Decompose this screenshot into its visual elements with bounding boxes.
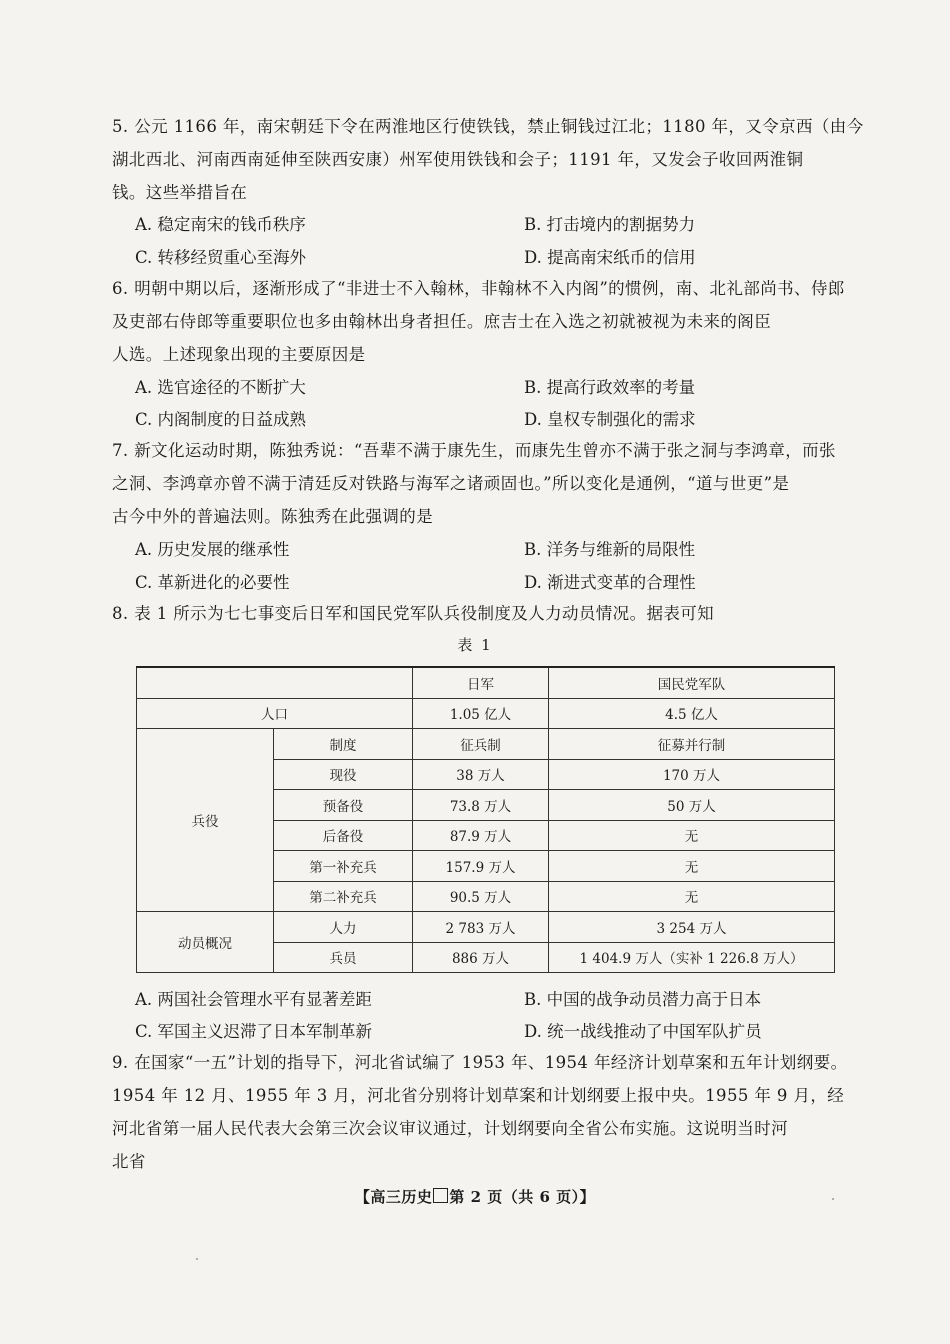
- question-7-stem: [112, 434, 842, 533]
- question-5-stem: [112, 110, 864, 209]
- question-8-stem: [112, 597, 842, 630]
- row-label: 人口: [137, 698, 413, 729]
- cell-japan: 2 783 万人: [413, 912, 549, 943]
- table-row-population: [137, 698, 835, 729]
- stem-line: 6. 明朝中期以后，逐渐形成了“非进士不入翰林，非翰林不入内阁”的惯例，南、北礼部尚书、侍郎: [112, 279, 845, 298]
- stem-line: 8. 表 1 所示为七七事变后日军和国民党军队兵役制度及人力动员情况。据表可知: [112, 604, 715, 623]
- cell-japan: 1.05 亿人: [413, 698, 549, 729]
- row-label: 兵员: [274, 942, 413, 973]
- q8-option-c: C. 军国主义迟滞了日本军制革新: [135, 1022, 373, 1041]
- cell-kmt: 无: [549, 881, 835, 912]
- column-header-japan: 日军: [413, 667, 549, 698]
- cell-japan: 157.9 万人: [413, 851, 549, 882]
- q8-option-d: D. 统一战线推动了中国军队扩员: [524, 1022, 762, 1041]
- cell-kmt: 3 254 万人: [549, 912, 835, 943]
- page-footer: [0, 1186, 950, 1207]
- cell-kmt: 170 万人: [549, 759, 835, 790]
- stem-line: 古今中外的普遍法则。陈独秀在此强调的是: [112, 507, 434, 526]
- table-caption: 表 1: [457, 636, 493, 654]
- q8-option-b: B. 中国的战争动员潜力高于日本: [524, 990, 762, 1009]
- row-label: 制度: [274, 729, 413, 760]
- stem-line: 河北省第一届人民代表大会第三次会议审议通过，计划纲要向全省公布实施。这说明当时河: [112, 1119, 788, 1138]
- q6-option-c: C. 内阁制度的日益成熟: [135, 410, 307, 429]
- stem-line: 人选。上述现象出现的主要原因是: [112, 345, 366, 364]
- q5-option-c: C. 转移经贸重心至海外: [135, 248, 307, 267]
- data-table: [136, 666, 835, 973]
- stem-line: 北省: [112, 1152, 146, 1171]
- stem-line: 钱。这些举措旨在: [112, 183, 248, 202]
- cell-kmt: 无: [549, 820, 835, 851]
- scan-speck: [832, 1198, 834, 1200]
- cell-japan: 73.8 万人: [413, 790, 549, 821]
- stem-line: 5. 公元 1166 年，南宋朝廷下令在两淮地区行使铁钱，禁止铜钱过江北；1180 年，又令京西（由今: [112, 117, 864, 136]
- scan-speck: [196, 1258, 198, 1260]
- footer-text-after: 第 2 页（共 6 页）】: [449, 1188, 596, 1206]
- q7-option-d: D. 渐进式变革的合理性: [524, 573, 696, 592]
- q7-option-a: A. 历史发展的继承性: [135, 540, 290, 559]
- table-corner-cell: [137, 667, 413, 698]
- row-label: 后备役: [274, 820, 413, 851]
- cell-kmt: 50 万人: [549, 790, 835, 821]
- q7-option-c: C. 革新进化的必要性: [135, 573, 290, 592]
- cell-japan: 87.9 万人: [413, 820, 549, 851]
- q5-option-b: B. 打击境内的割据势力: [524, 215, 696, 234]
- q8-option-a: A. 两国社会管理水平有显著差距: [135, 990, 372, 1009]
- stem-line: 湖北西北、河南西南延伸至陕西安康）州军使用铁钱和会子；1191 年，又发会子收回两淮铜: [112, 150, 804, 169]
- column-header-kmt: 国民党军队: [549, 667, 835, 698]
- stem-line: 9. 在国家“一五”计划的指导下，河北省试编了 1953 年、1954 年经济计划草案和五年计划纲要。: [112, 1053, 848, 1072]
- stem-line: 及吏部右侍郎等重要职位也多由翰林出身者担任。庶吉士在入选之初就被视为未来的阁臣: [112, 312, 772, 331]
- row-label: 第一补充兵: [274, 851, 413, 882]
- cell-japan: 征兵制: [413, 729, 549, 760]
- cell-kmt: 1 404.9 万人（实补 1 226.8 万人）: [549, 942, 835, 973]
- q6-option-a: A. 选官途径的不断扩大: [135, 378, 306, 397]
- row-label: 预备役: [274, 790, 413, 821]
- cell-japan: 38 万人: [413, 759, 549, 790]
- stem-line: 之洞、李鸿章亦曾不满于清廷反对铁路与海军之诸顽固也。”所以变化是通例，“道与世更”是: [112, 474, 790, 493]
- checkbox-square-icon: [433, 1188, 448, 1203]
- stem-line: 7. 新文化运动时期，陈独秀说：“吾辈不满于康先生，而康先生曾亦不满于张之洞与李鸿章，而张: [112, 441, 836, 460]
- group-label-mobilization: 动员概况: [137, 912, 274, 973]
- question-6-stem: [112, 272, 845, 371]
- cell-japan: 886 万人: [413, 942, 549, 973]
- cell-kmt: 无: [549, 851, 835, 882]
- cell-japan: 90.5 万人: [413, 881, 549, 912]
- row-label: 第二补充兵: [274, 881, 413, 912]
- question-9-stem: [112, 1046, 848, 1178]
- q5-option-d: D. 提高南宋纸币的信用: [524, 248, 696, 267]
- q6-option-b: B. 提高行政效率的考量: [524, 378, 696, 397]
- table-row: [137, 729, 835, 760]
- q5-option-a: A. 稳定南宋的钱币秩序: [135, 215, 306, 234]
- cell-kmt: 4.5 亿人: [549, 698, 835, 729]
- table-header-row: [137, 667, 835, 698]
- stem-line: 1954 年 12 月、1955 年 3 月，河北省分别将计划草案和计划纲要上报中央。1955 年 9 月，经: [112, 1086, 845, 1105]
- table-row: [137, 912, 835, 943]
- q7-option-b: B. 洋务与维新的局限性: [524, 540, 696, 559]
- group-label-military: 兵役: [137, 729, 274, 912]
- row-label: 人力: [274, 912, 413, 943]
- cell-kmt: 征募并行制: [549, 729, 835, 760]
- footer-text-before: 【高三历史: [354, 1188, 433, 1206]
- row-label: 现役: [274, 759, 413, 790]
- q6-option-d: D. 皇权专制强化的需求: [524, 410, 696, 429]
